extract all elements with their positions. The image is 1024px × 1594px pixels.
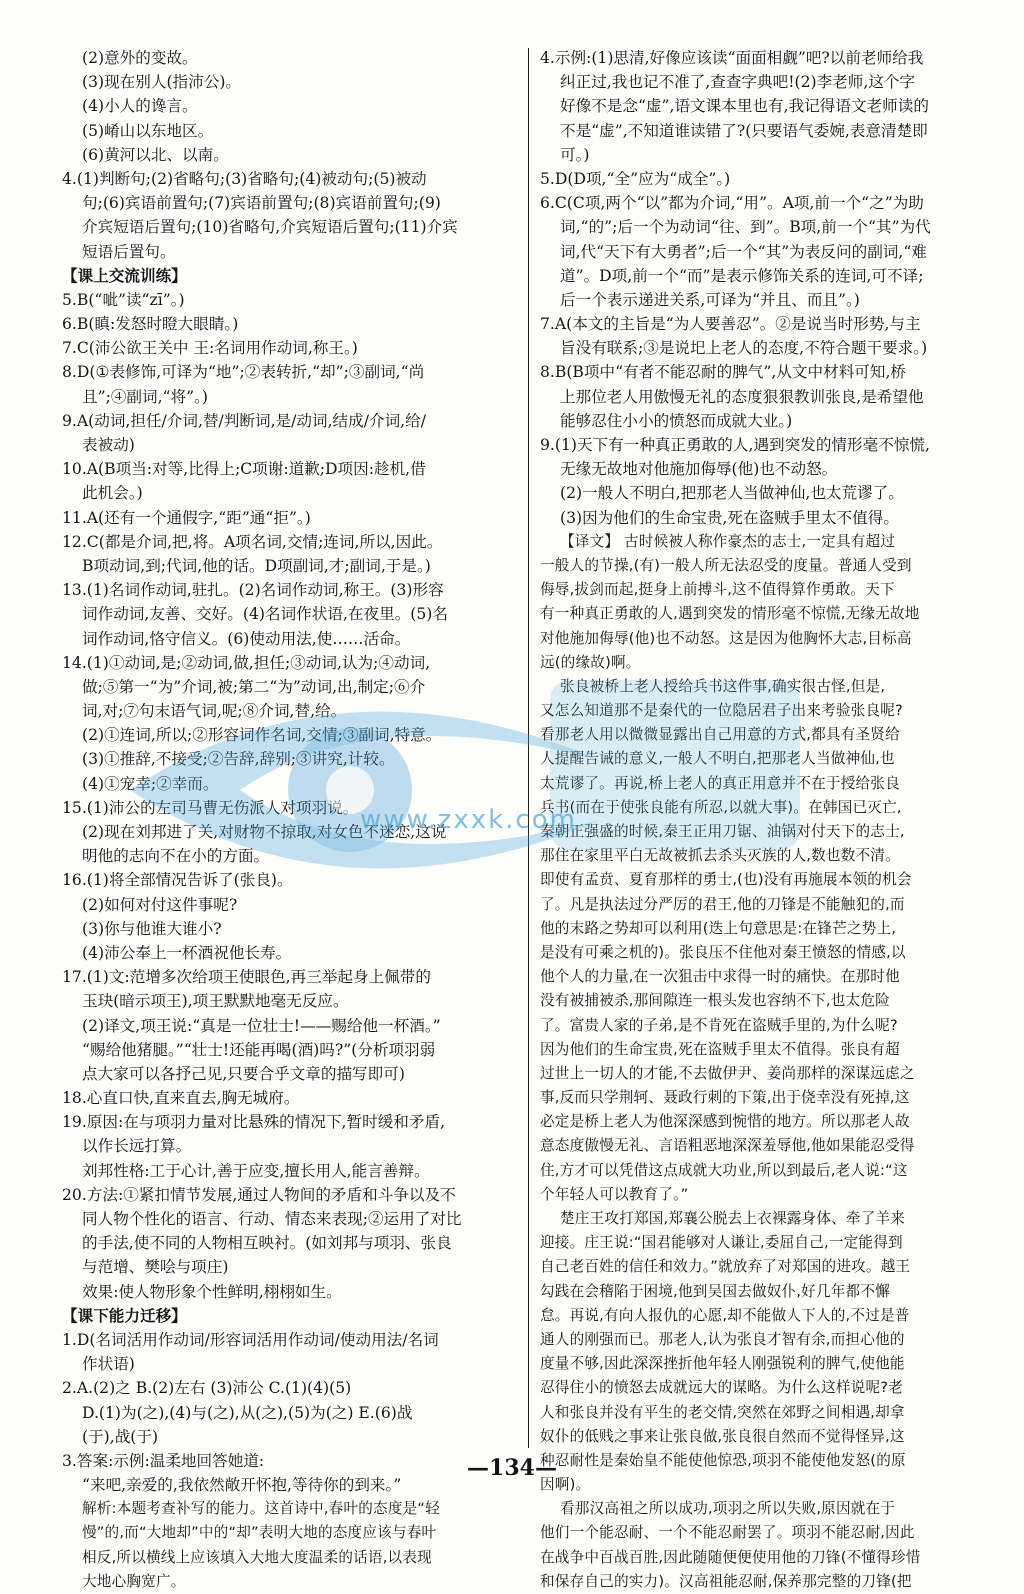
text-line: 9.A(动词,担任/介词,替/判断词,是/动词,结成/介词,给/	[62, 411, 426, 430]
text-line: 了。凡是执法过分严厉的君王,他的刀锋是不能触犯的,而	[540, 895, 905, 913]
text-line: (4)沛公奉上一杯酒祝他长寿。	[82, 943, 292, 962]
text-line: D.(1)为(之),(4)与(之),从(之),(5)为(之) E.(6)战	[82, 1403, 413, 1422]
text-line: 4.(1)判断句;(2)省略句;(3)省略句;(4)被动句;(5)被动	[62, 169, 427, 188]
text-line: 慢”的,而“大地却”中的“却”表明大地的态度应该与春叶	[82, 1524, 437, 1542]
text-line: 道”。D项,前一个“而”是表示修饰关系的连词,可不译;	[560, 266, 924, 285]
text-line: (于),战(于)	[82, 1427, 159, 1446]
text-line: 此机会。)	[82, 484, 143, 503]
text-line: 兵书(而在于使张良能有所忍,以就大事)。在韩国已灭亡,	[540, 798, 902, 816]
text-line: “来吧,亲爱的,我依然敞开怀抱,等待你的到来。”	[82, 1476, 402, 1495]
text-line: 词,代“天下有大勇者”;后一个“其”为表反问的副词,“难	[560, 242, 927, 261]
text-line: 19.原因:在与项羽力量对比悬殊的情况下,暂时缓和矛盾,	[62, 1113, 446, 1132]
text-line: 后一个表示递进关系,可译为“并且、而且”。)	[560, 290, 860, 309]
text-line: 介宾短语后置句;(10)省略句,介宾短语后置句;(11)介宾	[82, 218, 458, 237]
text-line: 人和张良并没有平生的老交情,突然在郊野之间相遇,却拿	[540, 1403, 905, 1421]
text-line: (2)译文,项王说:“真是一位壮士!——赐给他一杯酒。”	[82, 1016, 441, 1035]
text-line: 1.D(名词活用作动词/形容词活用作动词/使动用法/名词	[62, 1330, 439, 1349]
text-line: 6.B(瞋:发怒时瞪大眼睛。)	[62, 315, 239, 334]
text-line: 作状语)	[82, 1355, 135, 1374]
text-line: 勾践在会稽陷于困境,他到吴国去做奴仆,好几年都不懈	[540, 1282, 890, 1300]
text-line: 7.A(本文的主旨是“为人要善忍”。②是说当时形势,与主	[540, 315, 921, 334]
text-line: 12.C(都是介词,把,将。A项名词,交情;连词,所以,因此。	[62, 532, 443, 551]
text-line: 那住在家里平白无故被抓去杀头灭族的人,数也数不清。	[540, 847, 900, 865]
text-line: 大地心胸宽广。	[82, 1572, 186, 1590]
text-line: “赐给他猪腿。”“壮士!还能再喝(酒)吗?”(分析项羽弱	[82, 1040, 436, 1059]
text-line: 能够忍住小小的愤怒而成就大业。)	[560, 411, 793, 430]
section-heading: 【课上交流训练】	[62, 265, 187, 285]
text-line: 个年轻人可以教育了。”	[540, 1185, 689, 1203]
text-line: 的手法,使不同的人物相互映衬。(如刘邦与项羽、张良	[82, 1234, 452, 1253]
text-line: (2)意外的变故。	[82, 49, 198, 67]
text-line: 8.D(①表修饰,可译为“地”;②表转折,“却”;③副词,“尚	[62, 363, 425, 382]
text-line: (2)如何对付这件事呢?	[82, 895, 238, 914]
text-line: 相反,所以横线上应该填入大地大度温柔的话语,以表现	[82, 1548, 432, 1566]
text-line: 又怎么知道那不是秦代的一位隐居君子出来考验张良呢?	[540, 702, 903, 720]
text-line: 看那汉高祖之所以成功,项羽之所以失败,原因就在于	[560, 1500, 896, 1518]
text-line: 张良被桥上老人授给兵书这件事,确实很古怪,但是,	[560, 677, 886, 695]
text-line: 通人的刚强而已。那老人,认为张良才智有余,而担心他的	[540, 1330, 905, 1348]
text-line: 玉玦(暗示项王),项王默默地毫无反应。	[82, 992, 349, 1011]
text-line: 效果:使人物形象个性鲜明,栩栩如生。	[82, 1282, 342, 1301]
text-line: (3)现在别人(指沛公)。	[82, 73, 242, 92]
text-line: 是没有可乘之机的)。张良压不住他对秦王愤怒的情感,以	[540, 943, 906, 961]
text-line: 6.C(C项,两个“以”都为介词,“用”。A项,前一个“之”为助	[540, 194, 924, 213]
text-line: 3.答案:示例:温柔地回答她道:	[62, 1451, 265, 1470]
column-divider	[528, 48, 529, 1448]
text-line: (3)因为他们的生命宝贵,死在盗贼手里太不值得。	[560, 508, 899, 527]
text-line: (6)黄河以北、以南。	[82, 145, 229, 164]
text-line: 无缘无故地对他施加侮辱(他)也不动怒。	[560, 460, 838, 479]
text-line: 好像不是念“虚”,语文课本里也有,我记得语文老师读的	[560, 97, 929, 116]
text-line: 忍得住小的愤怒去成就远大的谋略。为什么这样说呢?老	[540, 1379, 903, 1397]
text-line: 了。富贵人家的子弟,是不肯死在盗贼手里的,为什么呢?	[540, 1016, 898, 1034]
text-line: 14.(1)①动词,是;②动词,做,担任;③动词,认为;④动词,	[62, 653, 431, 672]
text-line: 句;(6)宾语前置句;(7)宾语前置句;(8)宾语前置句;(9)	[82, 194, 441, 213]
text-line: 短语后置句。	[82, 242, 176, 261]
text-line: 即使有孟贲、夏育那样的勇士,(也)没有再施展本领的机会	[540, 871, 912, 889]
text-line: 因为他们的生命宝贵,死在盗贼手里太不值得。张良有超	[540, 1040, 900, 1058]
text-line: 4.示例:(1)思清,好像应该读“面面相觑”吧?以前老师给我	[540, 49, 924, 67]
text-line: 事,反而只学荆轲、聂政行刺的下策,出于侥幸没有死掉,这	[540, 1089, 910, 1107]
text-line: 意态度傲慢无礼、言语粗恶地深深羞辱他,他如果能忍受得	[540, 1137, 915, 1155]
text-line: (3)①推辞,不接受;②告辞,辞别;③讲究,计较。	[82, 750, 395, 769]
text-line: 侮辱,拔剑而起,挺身上前搏斗,这不值得算作勇敢。天下	[540, 581, 895, 599]
text-line: 楚庄王攻打郑国,郑襄公脱去上衣裸露身体、牵了羊来	[560, 1210, 906, 1227]
text-line: 和保存自己的实力)。汉高祖能忍耐,保养那完整的刀锋(把	[540, 1572, 912, 1590]
text-line: 11.A(还有一个通假字,“距”通“拒”。)	[62, 508, 311, 527]
text-line: 旨没有联系;③是说圯上老人的态度,不符合题干要求。)	[560, 339, 928, 358]
text-line: 7.C(沛公欲王关中 王:名词用作动词,称王。)	[62, 339, 358, 358]
text-line: 解析:本题考查补写的能力。这首诗中,春叶的态度是“轻	[82, 1500, 440, 1518]
text-line: 8.B(B项中“有者不能忍耐的脾气”,从文中材料可知,桥	[540, 363, 907, 382]
text-line: 上那位老人用傲慢无礼的态度狠狠教训张良,是希望他	[560, 387, 924, 406]
text-line: (2)现在刘邦进了关,对财物不掠取,对女色不迷恋,这说	[82, 823, 447, 841]
text-line: 17.(1)文:范增多次给项王使眼色,再三举起身上佩带的	[62, 968, 431, 987]
text-line: 18.心直口快,直来直去,胸无城府。	[62, 1089, 300, 1108]
text-line: 他们一个能忍耐、一个不能忍耐罢了。项羽不能忍耐,因此	[540, 1524, 915, 1542]
text-line: 太荒谬了。再说,桥上老人的真正用意并不在于授给张良	[540, 774, 900, 792]
text-line: 5.D(D项,“全”应为“成全”。)	[540, 169, 731, 188]
text-line: (5)崤山以东地区。	[82, 121, 214, 140]
text-line: 怠。再说,有向人报仇的心愿,却不能做人下人的,不过是普	[540, 1306, 910, 1324]
text-line: 同人物个性化的语言、行动、情态来表现;②运用了对比	[82, 1210, 462, 1228]
text-line: 做;⑤第一“为”介词,被;第二“为”动词,出,制定;⑥介	[82, 677, 426, 696]
text-line: 可。)	[560, 145, 590, 164]
text-line: 13.(1)名词作动词,驻扎。(2)名词作动词,称王。(3)形容	[62, 581, 444, 600]
text-line: 他个人的力量,在一次狙击中求得一时的痛快。在那时他	[540, 968, 900, 986]
text-line: 15.(1)沛公的左司马曹无伤派人对项羽说。	[62, 798, 359, 817]
text-line: 人提醒告诫的意义,一般人不明白,把那老人当做神仙,也	[540, 750, 895, 768]
text-line: 以作长远打算。	[82, 1137, 192, 1156]
text-line: 在战争中百战百胜,因此随随便便使用他的刀锋(不懂得珍惜	[540, 1548, 921, 1566]
text-line: 2.A.(2)之 B.(2)左右 (3)沛公 C.(1)(4)(5)	[62, 1379, 352, 1398]
text-line: (3)你与他谁大谁小?	[82, 919, 222, 938]
text-line: 【译文】 古时候被人称作豪杰的志士,一定具有超过	[560, 532, 896, 550]
text-line: 9.(1)天下有一种真正勇敢的人,遇到突发的情形毫不惊慌,	[540, 436, 930, 454]
text-line: 没有被捕被杀,那间隙连一根头发也容纳不下,也太危险	[540, 992, 890, 1010]
text-line: 看那老人用以微微显露出自己用意的方式,都具有圣贤给	[540, 726, 900, 744]
text-line: 与范增、樊哙与项庄)	[82, 1258, 229, 1277]
text-line: 不是“虚”,不知道谁读错了?(只要语气委婉,表意清楚即	[560, 121, 928, 140]
text-line: 16.(1)将全部情况告诉了(张良)。	[62, 871, 293, 890]
text-line: 词作动词,友善、交好。(4)名词作状语,在夜里。(5)名	[82, 605, 448, 624]
text-line: 表被动)	[82, 436, 135, 454]
text-line: 20.方法:①紧扣情节发展,通过人物间的矛盾和斗争以及不	[62, 1185, 456, 1204]
text-line: 自己老百姓的信任和效力。”就放弃了对郑国的进攻。越王	[540, 1258, 911, 1276]
right-column	[540, 46, 970, 1594]
text-line: 有一种真正勇敢的人,遇到突发的情形毫不惊慌,无缘无故地	[540, 605, 920, 623]
text-line: (4)①宠幸;②幸而。	[82, 774, 219, 793]
text-line: (4)小人的谗言。	[82, 97, 198, 116]
text-line: 种忍耐性是秦始皇不能使他惊恐,项羽不能使他发怒(的原	[540, 1451, 906, 1469]
text-line: 且”;④副词,“将”。)	[82, 387, 208, 406]
text-line: 一般人的节操,(有)一般人所无法忍受的度量。普通人受到	[540, 556, 912, 574]
text-line: (2)一般人不明白,把那老人当做神仙,也太荒谬了。	[560, 484, 904, 503]
text-line: 对他施加侮辱(他)也不动怒。这是因为他胸怀大志,目标高	[540, 629, 912, 647]
text-line: 词,对;⑦句末语气词,呢;⑧介词,替,给。	[82, 702, 347, 721]
text-line: 点大家可以各抒己见,只要合乎文章的描写即可)	[82, 1064, 405, 1083]
watermark-url: www.zxxk.com	[360, 805, 577, 835]
text-line: 因啊)。	[540, 1476, 591, 1494]
text-line: 住,方才可以凭借这点成就大功业,所以到最后,老人说:“这	[540, 1161, 908, 1179]
text-line: 秦朝正强盛的时候,秦王正用刀锯、油锅对付天下的志士,	[540, 823, 905, 840]
text-line: 纠正过,我也记不准了,查查字典吧!(2)李老师,这个字	[560, 73, 916, 92]
text-line: 明他的志向不在小的方面。	[82, 847, 270, 866]
text-line: 10.A(B项当:对等,比得上;C项谢:道歉;D项因:趁机,借	[62, 460, 426, 479]
text-line: 过世上一切人的才能,不去做伊尹、姜尚那样的深谋远虑之	[540, 1064, 915, 1082]
text-line: 度量不够,因此深深挫折他年轻人刚强锐利的脾气,使他能	[540, 1355, 905, 1373]
text-line: 他的末路之势却可以利用(迭上句意思是:在锋芒之势上,	[540, 919, 897, 937]
text-line: 迎接。庄王说:“国君能够对人谦让,委屈自己,一定能得到	[540, 1234, 903, 1252]
text-line: 词,“的”;后一个为动词“往、到”。B项,前一个“其”为代	[560, 218, 931, 237]
text-line: 必定是桥上老人为他深深感到惋惜的地方。所以那老人故	[540, 1113, 910, 1131]
text-line: 5.B(“呲”读“zī”。)	[62, 290, 185, 309]
page-number: —134—	[467, 1455, 557, 1481]
text-line: 奴仆的低贱之事来让张良做,张良很自然而不觉得怪异,这	[540, 1427, 905, 1445]
text-line: 刘邦性格:工于心计,善于应变,擅长用人,能言善辩。	[82, 1161, 430, 1180]
text-line: 词作动词,恪守信义。(6)使动用法,使……活命。	[82, 629, 411, 648]
text-line: B项动词,到;代词,他的话。D项副词,才;副词,于是。)	[82, 556, 431, 575]
text-line: (2)①连词,所以;②形容词作名词,交情;③副词,特意。	[82, 726, 442, 745]
text-line: 远(的缘故)啊。	[540, 653, 641, 671]
section-heading: 【课下能力迁移】	[62, 1305, 187, 1325]
